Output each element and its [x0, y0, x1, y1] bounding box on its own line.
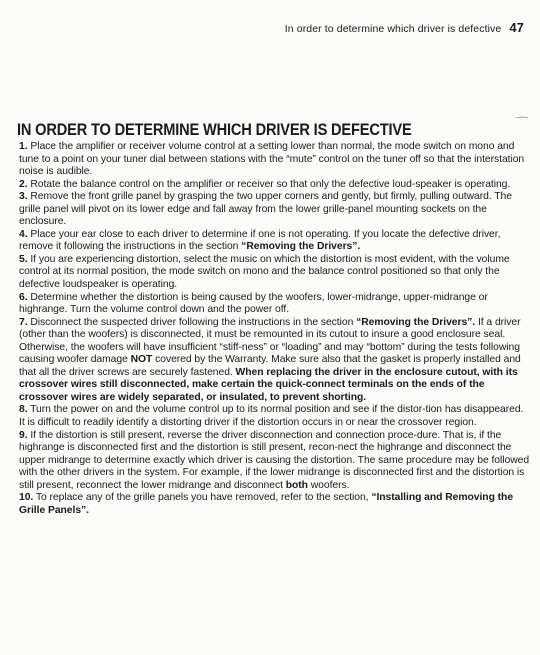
- item-text: Place your ear close to each driver to determine if one is not operating. If you locate the defective driver, remove it following the instructions in the section: [19, 228, 501, 253]
- item-text: Determine whether the distortion is being caused by the woofers, lower-midrange, upper-midrange or highrange. Turn the volume control down and the power off.: [19, 291, 488, 316]
- section-reference: “Installing and Removing the Grille Panels”.: [19, 492, 514, 516]
- emphasis-text: NOT: [130, 354, 153, 366]
- item-text: If a driver (other than the woofers) is disconnected, it must be remounted in its cutout to insure a good enclosure seal. Otherwise, the woofers will have insufficient “stiff-ness” or “loading” and may “bottom” during the tests following causing woofer damage: [19, 316, 521, 366]
- item-number: 3.: [19, 191, 28, 203]
- emphasis-text: both: [285, 479, 308, 491]
- stray-mark: [516, 116, 528, 119]
- list-item-5: [19, 254, 530, 292]
- item-text: If you are experiencing distortion, select the music on which the distortion is most evident, with the volume control at its normal position, the mode switch on mono and the balance control positioned so that only the defective loudspeaker is operating.: [19, 253, 510, 291]
- section-reference: “Removing the Drivers”.: [241, 241, 361, 253]
- item-text: To replace any of the grille panels you have removed, refer to the section,: [35, 492, 372, 504]
- list-item-1: [19, 141, 530, 179]
- item-number: 5.: [19, 253, 28, 265]
- item-text: covered by the Warranty. Make sure also that the gasket is properly installed and that all the driver screws are securely fastened.: [19, 354, 521, 378]
- instruction-list: [19, 141, 530, 517]
- running-head: [285, 20, 524, 35]
- item-text: Turn the power on and the volume control up to its normal position and see if the distor-tion has disappeared. It is difficult to readily identify a distorting driver if the distortion occurs in or near the crossover region.: [19, 404, 524, 429]
- list-item-9: [19, 430, 530, 493]
- item-number: 10.: [19, 492, 34, 504]
- list-item-2: [19, 179, 530, 192]
- list-item-8: [19, 404, 530, 429]
- page-title: IN ORDER TO DETERMINE WHICH DRIVER IS DEFECTIVE: [17, 120, 412, 139]
- page-number: 47: [509, 20, 524, 35]
- item-text: Place the amplifier or receiver volume control at a setting lower than normal, the mode switch on mono and tune to a point on your tuner dial between stations with the “mute” control on the tuner off so that the interstation noise is audible.: [19, 141, 525, 178]
- list-item-3: [19, 191, 530, 229]
- list-item-4: [19, 229, 530, 254]
- running-title: In order to determine which driver is defective: [284, 23, 502, 35]
- list-item-10: [19, 492, 530, 517]
- list-item-7: [19, 317, 530, 405]
- item-text: Rotate the balance control on the amplifier or receiver so that only the defective loud-speaker is operating.: [30, 178, 511, 190]
- item-number: 1.: [19, 141, 28, 152]
- item-number: 6.: [19, 291, 28, 303]
- item-number: 8.: [19, 404, 28, 416]
- list-item-6: [19, 292, 530, 317]
- section-reference: “Removing the Drivers”.: [356, 316, 476, 328]
- item-number: 9.: [19, 429, 28, 441]
- item-number: 2.: [19, 178, 28, 190]
- item-text: Disconnect the suspected driver following the instructions in the section: [30, 316, 357, 328]
- item-text: Remove the front grille panel by grasping the two upper corners and gently, but firmly, pulling outward. The grille panel will pivot on its lower edge and fall away from the lower grille-panel mounting sockets on the enclosure.: [19, 191, 512, 228]
- item-number: 4.: [19, 228, 28, 240]
- item-text: If the distortion is still present, reverse the driver disconnection and connection proce-dure. That is, if the highrange is disconnected first and the distortion is still present, recon-nect the highrange and disconnect the upper midrange to determine exactly which driver is causing the distortion. The same procedure may be followed with the other drivers in the system. For example, if the lower midrange is disconnected first and the distortion is still present, reconnect the lower midrange and disconnect: [19, 429, 530, 491]
- warning-text: When replacing the driver in the enclosure cutout, with its crossover wires still disconnected, make certain the quick-connect terminals on the ends of the crossover wires are widely separated, or insulated, to prevent shorting.: [19, 366, 518, 403]
- item-number: 7.: [19, 316, 28, 328]
- item-text: woofers.: [307, 479, 350, 491]
